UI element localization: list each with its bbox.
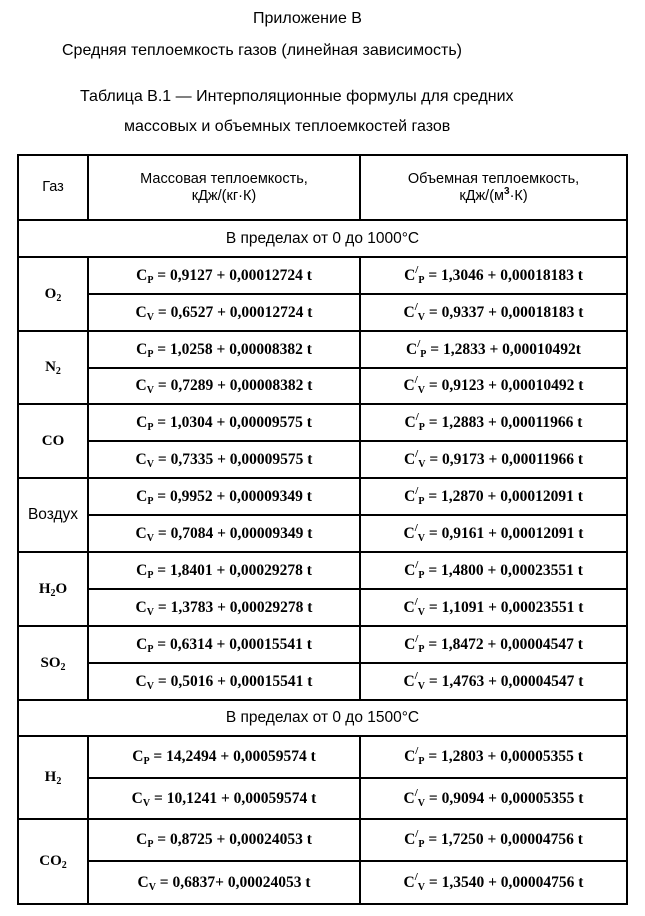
formula-p-mass — [88, 819, 360, 861]
c-subscript: V — [146, 606, 154, 618]
c-subscript: V — [146, 532, 154, 544]
gas-name-cell — [18, 552, 88, 626]
gas-subscript: 2 — [61, 860, 67, 871]
gas-formula: N — [45, 359, 56, 375]
prime-mark: / — [415, 263, 419, 276]
formula-v-vol — [360, 861, 627, 904]
c-subscript: V — [146, 458, 154, 470]
formula-p-vol — [360, 819, 627, 861]
c-symbol: C — [406, 340, 418, 358]
c-symbol: C — [132, 748, 144, 765]
c-symbol: C — [403, 377, 415, 394]
section-row-1000 — [18, 220, 627, 257]
c-symbol: C — [136, 487, 148, 505]
c-symbol: C — [403, 789, 415, 807]
gas-row-cv — [18, 515, 627, 552]
c-subscript: P — [418, 643, 425, 655]
c-subscript: P — [418, 569, 425, 581]
formula-expression: = 0,9123 + 0,00010492 t — [428, 377, 584, 394]
formula-expression: = 0,7335 + 0,00009575 t — [157, 450, 313, 468]
gas-formula: H — [44, 769, 57, 785]
c-symbol: C — [403, 524, 415, 542]
formula-expression: = 0,9337 + 0,00018183 t — [428, 303, 584, 321]
gas-subscript: 2 — [55, 366, 61, 377]
c-subscript: V — [148, 881, 156, 893]
formula-v-mass — [88, 515, 360, 552]
c-subscript: P — [147, 839, 154, 850]
formula-v-mass — [88, 589, 360, 626]
c-subscript: V — [417, 606, 426, 618]
gas-name-cell — [18, 736, 88, 819]
prime-mark: / — [415, 558, 419, 571]
c-subscript: P — [147, 643, 154, 655]
table-block-1000 — [18, 257, 627, 700]
formula-expression: = 1,2803 + 0,00005355 t — [428, 748, 583, 765]
c-symbol: C — [404, 635, 416, 653]
gas-row-cp — [18, 478, 627, 515]
formula-p-vol — [360, 552, 627, 589]
formula-expression: = 0,9173 + 0,00011966 t — [429, 450, 584, 468]
col-header-mass: Массовая теплоемкость, кДж/(кг·К) — [88, 155, 360, 220]
gas-row-cv — [18, 589, 627, 626]
prime-mark: / — [414, 786, 418, 799]
c-symbol: C — [135, 672, 147, 690]
c-subscript: P — [143, 756, 150, 767]
c-subscript: V — [146, 311, 154, 323]
c-symbol: C — [135, 450, 147, 468]
gas-name-cell — [18, 257, 88, 331]
col-header-gas: Газ — [18, 155, 88, 220]
formula-expression: = 0,7084 + 0,00009349 t — [157, 524, 313, 542]
formula-expression: = 14,2494 + 0,00059574 t — [153, 748, 316, 765]
c-subscript: V — [142, 797, 151, 809]
gas-subscript: 2 — [56, 292, 62, 304]
c-symbol: C — [135, 598, 147, 616]
formula-p-vol — [360, 626, 627, 663]
gas-row-cp — [18, 404, 627, 441]
formula-expression: = 1,2883 + 0,00011966 t — [428, 413, 583, 431]
c-subscript: P — [147, 348, 154, 360]
prime-mark: / — [415, 410, 419, 423]
c-symbol: C — [136, 831, 148, 848]
formula-expression: = 1,1091 + 0,00023551 t — [428, 598, 584, 616]
prime-mark: / — [414, 300, 418, 313]
formula-expression: = 1,3046 + 0,00018183 t — [428, 266, 583, 284]
formula-v-mass — [88, 294, 360, 331]
c-symbol: C — [137, 873, 149, 891]
prime-mark: / — [414, 595, 418, 608]
formula-v-vol — [360, 515, 627, 552]
c-symbol: C — [136, 635, 148, 653]
formula-expression: = 1,2870 + 0,00012091 t — [428, 487, 583, 505]
formula-p-mass — [88, 331, 360, 368]
formula-p-vol — [360, 404, 627, 441]
c-symbol: C — [403, 873, 415, 891]
c-symbol: C — [404, 748, 416, 765]
c-subscript: P — [147, 495, 154, 507]
c-subscript: V — [418, 458, 426, 470]
c-subscript: V — [417, 311, 426, 323]
gas-subscript: 2 — [56, 776, 62, 787]
c-symbol: C — [404, 266, 416, 284]
gas-row-cp — [18, 626, 627, 663]
c-symbol: C — [136, 266, 148, 284]
gas-formula: CO — [41, 432, 65, 449]
formula-expression: = 1,4800 + 0,00023551 t — [428, 561, 583, 579]
formula-expression: = 10,1241 + 0,00059574 t — [153, 789, 317, 807]
c-subscript: P — [420, 348, 427, 360]
c-symbol: C — [135, 377, 147, 394]
gas-row-cp — [18, 736, 627, 778]
formula-p-mass — [88, 736, 360, 778]
gas-name-cell — [18, 478, 88, 552]
gas-row-cp — [18, 257, 627, 294]
c-symbol: C — [404, 561, 416, 579]
formula-expression: = 1,8401 + 0,00029278 t — [157, 561, 312, 579]
c-subscript: V — [417, 680, 426, 692]
c-subscript: V — [417, 797, 426, 809]
c-symbol: C — [135, 524, 147, 542]
gas-row-cp — [18, 331, 627, 368]
formula-v-vol — [360, 294, 627, 331]
formula-v-mass — [88, 663, 360, 700]
prime-mark: / — [414, 521, 418, 534]
gas-row-cv — [18, 294, 627, 331]
formula-v-vol — [360, 441, 627, 478]
formula-expression: = 1,3540 + 0,00004756 t — [428, 873, 584, 891]
formula-p-mass — [88, 404, 360, 441]
c-subscript: V — [146, 385, 154, 396]
c-symbol: C — [131, 789, 143, 807]
formula-p-vol — [360, 478, 627, 515]
c-symbol: C — [404, 413, 416, 431]
c-subscript: P — [147, 421, 154, 433]
formula-expression: = 1,3783 + 0,00029278 t — [157, 598, 313, 616]
c-symbol: C — [136, 413, 148, 431]
formula-p-mass — [88, 257, 360, 294]
c-subscript: P — [418, 421, 425, 433]
formula-p-mass — [88, 626, 360, 663]
formula-v-mass — [88, 861, 360, 904]
section-label-1000: В пределах от 0 до 1000°С — [18, 220, 627, 257]
formula-p-vol — [360, 257, 627, 294]
prime-mark: / — [415, 484, 419, 497]
formula-expression: = 0,9094 + 0,00005355 t — [428, 789, 584, 807]
table-header-row — [18, 155, 627, 220]
prime-mark: / — [415, 745, 419, 757]
c-symbol: C — [403, 450, 416, 468]
formula-expression: = 0,7289 + 0,00008382 t — [157, 377, 313, 394]
c-symbol: C — [404, 487, 416, 505]
formula-v-vol — [360, 368, 627, 404]
gas-subscript: 2 — [50, 587, 56, 599]
formula-v-vol — [360, 589, 627, 626]
gas-formula-tail: O — [55, 580, 68, 597]
c-symbol: C — [136, 340, 148, 358]
formula-expression: = 1,2833 + 0,00010492t — [430, 340, 581, 358]
c-subscript: V — [417, 532, 426, 544]
formula-p-mass — [88, 478, 360, 515]
c-symbol: C — [403, 303, 415, 321]
c-symbol: C — [136, 561, 148, 579]
section-label-1500: В пределах от 0 до 1500°С — [18, 700, 627, 736]
gas-row-cv — [18, 778, 627, 819]
prime-mark: / — [414, 374, 418, 386]
section-row-1500 — [18, 700, 627, 736]
c-subscript: P — [418, 839, 425, 850]
c-subscript: P — [418, 756, 425, 767]
prime-mark: / — [415, 447, 419, 460]
formula-expression: = 0,9127 + 0,00012724 t — [157, 266, 312, 284]
formula-p-vol — [360, 736, 627, 778]
c-subscript: P — [147, 569, 154, 581]
c-symbol: C — [135, 303, 147, 321]
heat-capacity-table — [17, 154, 628, 905]
formula-expression: = 1,7250 + 0,00004756 t — [428, 831, 583, 848]
gas-formula: CO — [39, 853, 62, 869]
c-symbol: C — [403, 598, 415, 616]
formula-expression: = 0,6527 + 0,00012724 t — [157, 303, 313, 321]
formula-p-vol — [360, 331, 627, 368]
gas-row-cv — [18, 368, 627, 404]
formula-expression: = 1,0304 + 0,00009575 t — [157, 413, 312, 431]
c-subscript: P — [418, 274, 425, 286]
prime-mark: / — [415, 828, 419, 840]
gas-row-cv — [18, 663, 627, 700]
prime-mark: / — [414, 870, 418, 883]
gas-row-cp — [18, 552, 627, 589]
gas-name-cell — [18, 626, 88, 700]
c-subscript: V — [146, 680, 154, 692]
gas-row-cv — [18, 441, 627, 478]
gas-name-cell — [18, 331, 88, 404]
gas-name-cell — [18, 819, 88, 904]
c-symbol: C — [404, 831, 416, 848]
formula-expression: = 0,6314 + 0,00015541 t — [157, 635, 312, 653]
formula-v-mass — [88, 441, 360, 478]
formula-expression: = 1,0258 + 0,00008382 t — [157, 340, 312, 358]
c-subscript: P — [147, 274, 154, 286]
gas-formula: H — [38, 580, 51, 597]
prime-mark: / — [414, 669, 418, 682]
gas-row-cp — [18, 819, 627, 861]
gas-subscript: 2 — [60, 661, 66, 673]
formula-expression: = 1,4763 + 0,00004547 t — [428, 672, 584, 690]
prime-mark: / — [417, 337, 421, 350]
c-symbol: C — [403, 672, 415, 690]
formula-expression: = 0,8725 + 0,00024053 t — [157, 831, 312, 848]
formula-v-vol — [360, 778, 627, 819]
c-subscript: P — [418, 495, 425, 507]
prime-mark: / — [415, 632, 419, 645]
formula-v-mass — [88, 778, 360, 819]
formula-v-vol — [360, 663, 627, 700]
formula-expression: = 0,6837+ 0,00024053 t — [159, 873, 311, 891]
c-subscript: V — [417, 881, 426, 893]
formula-v-mass — [88, 368, 360, 404]
formula-expression: = 0,9952 + 0,00009349 t — [157, 487, 312, 505]
gas-name-cell — [18, 404, 88, 478]
formula-expression: = 0,5016 + 0,00015541 t — [157, 672, 313, 690]
formula-expression: = 1,8472 + 0,00004547 t — [428, 635, 583, 653]
c-subscript: V — [417, 385, 426, 396]
gas-formula: O — [44, 285, 57, 302]
formula-p-mass — [88, 552, 360, 589]
gas-formula: Воздух — [27, 506, 79, 523]
table-block-1500 — [18, 736, 627, 904]
col-header-volume: Объемная теплоемкость, кДж/$(м^3\cdot К)$ — [360, 155, 627, 220]
formula-expression: = 0,9161 + 0,00012091 t — [428, 524, 584, 542]
gas-row-cv — [18, 861, 627, 904]
gas-formula: SO — [40, 654, 61, 671]
